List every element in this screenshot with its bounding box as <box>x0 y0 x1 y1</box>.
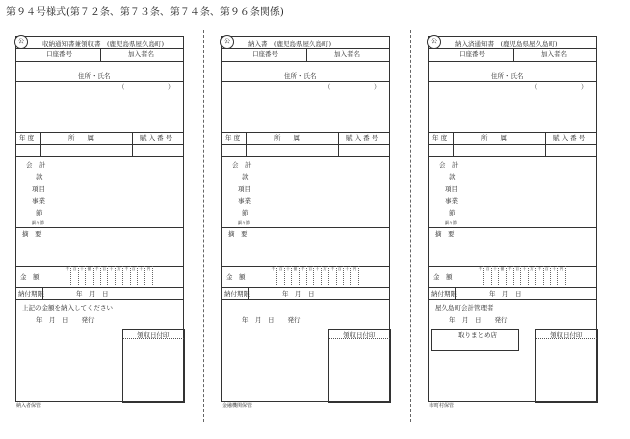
account-label: 会 計 <box>232 161 252 169</box>
cut-line <box>410 30 411 422</box>
address-name-label: 住所・氏名 <box>491 72 524 80</box>
kan-label: 款 <box>449 173 456 181</box>
payment-slip <box>15 36 184 402</box>
tax-number-label: 賦 入 番 号 <box>346 134 379 142</box>
digit-cell: 円 <box>145 266 152 285</box>
subsection-label: 細々節 <box>238 220 250 225</box>
department-label: 所 属 <box>68 134 94 142</box>
digit-cell: 億 <box>86 266 93 285</box>
footer-1: 納入者保管 <box>16 403 42 409</box>
digit-cell: 百 <box>101 266 108 285</box>
amount-digit-boxes <box>270 266 359 285</box>
digit-cell: 十 <box>314 266 321 285</box>
paren-open: （ <box>118 83 125 91</box>
paren-open: （ <box>324 83 331 91</box>
section-label: 節 <box>242 209 249 217</box>
payer-name-label: 加入者名 <box>128 50 154 58</box>
digit-cell: 千 <box>123 266 130 285</box>
digit-cell: 十 <box>521 266 528 285</box>
digit-cell: 十 <box>138 266 145 285</box>
digit-cell: 千 <box>507 266 514 285</box>
receipt-stamp-box <box>122 329 185 403</box>
slip-header: 収納通知書兼領収書 (鹿児島県屋久島町) <box>42 40 165 48</box>
public-seal-icon: 公 <box>220 35 234 49</box>
item-label: 項目 <box>445 185 458 193</box>
deadline-label: 納付期限 <box>431 290 457 298</box>
digit-cell: 百 <box>131 266 138 285</box>
branch-box <box>431 329 519 351</box>
footer-3: 市町村保管 <box>429 403 455 409</box>
kan-label: 款 <box>36 173 43 181</box>
project-label: 事業 <box>445 197 458 205</box>
summary-label: 摘 要 <box>22 230 42 238</box>
slip-header: 納入済通知書 (鹿児島県屋久島町) <box>455 40 558 48</box>
account-label: 会 計 <box>26 161 46 169</box>
amount-label: 金 額 <box>20 273 40 281</box>
digit-cell: 百 <box>307 266 314 285</box>
digit-cell: 十 <box>285 266 292 285</box>
paren-open: （ <box>531 83 538 91</box>
digit-cell: 千 <box>270 266 277 285</box>
note-line-1: 上記の金額を納入してください <box>22 304 113 312</box>
item-label: 項目 <box>238 185 251 193</box>
digit-cell: 億 <box>292 266 299 285</box>
digit-cell: 千 <box>477 266 484 285</box>
paren-close: ） <box>374 83 381 91</box>
receipt-stamp-label: 領収日付印 <box>550 331 583 339</box>
digit-cell: 百 <box>544 266 551 285</box>
note-line-1: 屋久島町会計管理者 <box>435 304 494 312</box>
page-title: 第９４号様式(第７２条、第７３条、第７４条、第９６条関係) <box>6 7 284 18</box>
project-label: 事業 <box>238 197 251 205</box>
account-number-label: 口座番号 <box>459 50 485 58</box>
slip-header: 納入書 (鹿児島県屋久島町) <box>248 40 332 48</box>
digit-cell: 千 <box>94 266 101 285</box>
receipt-stamp-label: 領収日付印 <box>137 331 170 339</box>
summary-label: 摘 要 <box>435 230 455 238</box>
amount-label: 金 額 <box>433 273 453 281</box>
digit-cell: 十 <box>551 266 558 285</box>
receipt-stamp-box <box>535 329 598 403</box>
summary-label: 摘 要 <box>228 230 248 238</box>
digit-cell: 万 <box>322 266 329 285</box>
digit-cell: 百 <box>484 266 491 285</box>
branch-box-label: 取りまとめ店 <box>458 331 497 339</box>
digit-cell: 千 <box>300 266 307 285</box>
account-label: 会 計 <box>439 161 459 169</box>
paren-close: ） <box>581 83 588 91</box>
digit-cell: 十 <box>344 266 351 285</box>
project-label: 事業 <box>32 197 45 205</box>
item-label: 項目 <box>32 185 45 193</box>
subsection-label: 細々節 <box>32 220 44 225</box>
footer-2: 金融機関保管 <box>222 403 253 409</box>
deadline-label: 納付期限 <box>18 290 44 298</box>
section-label: 節 <box>36 209 43 217</box>
digit-cell: 千 <box>64 266 71 285</box>
public-seal-icon: 公 <box>427 35 441 49</box>
account-number-label: 口座番号 <box>252 50 278 58</box>
cut-line <box>203 30 204 422</box>
amount-digit-boxes <box>64 266 153 285</box>
account-number-label: 口座番号 <box>46 50 72 58</box>
subsection-label: 細々節 <box>445 220 457 225</box>
deadline-date: 年 月 日 <box>282 290 315 298</box>
issue-date: 年 月 日 発行 <box>449 316 508 324</box>
tax-number-label: 賦 入 番 号 <box>553 134 586 142</box>
issue-date: 年 月 日 発行 <box>242 316 301 324</box>
address-name-label: 住所・氏名 <box>78 72 111 80</box>
payer-name-label: 加入者名 <box>541 50 567 58</box>
digit-cell: 百 <box>71 266 78 285</box>
issue-date: 年 月 日 発行 <box>36 316 95 324</box>
digit-cell: 万 <box>116 266 123 285</box>
tax-number-label: 賦 入 番 号 <box>140 134 173 142</box>
address-name-label: 住所・氏名 <box>284 72 317 80</box>
fiscal-year-label: 年 度 <box>225 134 241 142</box>
deadline-date: 年 月 日 <box>76 290 109 298</box>
fiscal-year-label: 年 度 <box>432 134 448 142</box>
department-label: 所 属 <box>274 134 300 142</box>
digit-cell: 百 <box>337 266 344 285</box>
amount-label: 金 額 <box>226 273 246 281</box>
department-label: 所 属 <box>481 134 507 142</box>
receipt-stamp-box <box>328 329 391 403</box>
digit-cell: 十 <box>492 266 499 285</box>
payment-slip <box>221 36 390 402</box>
amount-digit-boxes <box>477 266 566 285</box>
digit-cell: 千 <box>329 266 336 285</box>
payment-slip <box>428 36 597 402</box>
digit-cell: 百 <box>277 266 284 285</box>
digit-cell: 万 <box>529 266 536 285</box>
digit-cell: 円 <box>558 266 565 285</box>
receipt-stamp-label: 領収日付印 <box>343 331 376 339</box>
section-label: 節 <box>449 209 456 217</box>
paren-close: ） <box>168 83 175 91</box>
digit-cell: 十 <box>79 266 86 285</box>
payer-name-label: 加入者名 <box>334 50 360 58</box>
digit-cell: 億 <box>499 266 506 285</box>
digit-cell: 百 <box>514 266 521 285</box>
deadline-date: 年 月 日 <box>489 290 522 298</box>
digit-cell: 円 <box>351 266 358 285</box>
kan-label: 款 <box>242 173 249 181</box>
digit-cell: 十 <box>108 266 115 285</box>
deadline-label: 納付期限 <box>224 290 250 298</box>
public-seal-icon: 公 <box>14 35 28 49</box>
fiscal-year-label: 年 度 <box>19 134 35 142</box>
digit-cell: 千 <box>536 266 543 285</box>
